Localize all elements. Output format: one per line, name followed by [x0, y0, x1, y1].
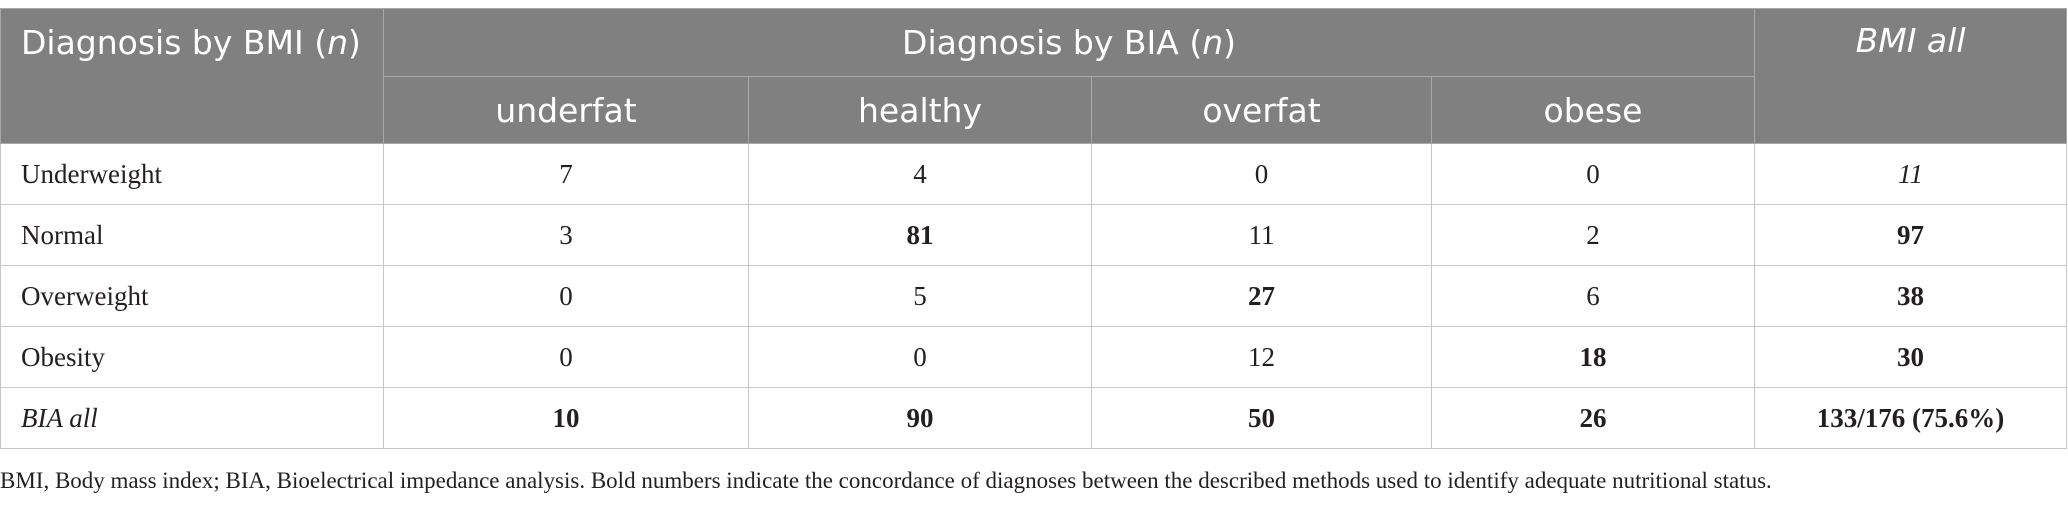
table-row-overweight — [1, 266, 2067, 327]
table-row-normal — [1, 205, 2067, 266]
table-cell: 0 — [1092, 144, 1432, 205]
table-cell: 7 — [384, 144, 749, 205]
table-cell: 11 — [1092, 205, 1432, 266]
table-cell: 3 — [384, 205, 749, 266]
table-row-obesity — [1, 327, 2067, 388]
header-bmi-diagnosis: Diagnosis by BMI (n) — [1, 9, 384, 144]
header-row-top — [1, 9, 2067, 77]
row-total: 97 — [1755, 205, 2067, 266]
column-total: 26 — [1432, 388, 1755, 449]
table-cell: 0 — [384, 266, 749, 327]
table-header — [1, 9, 2067, 144]
table-cell-concordant: 18 — [1432, 327, 1755, 388]
column-total: 10 — [384, 388, 749, 449]
row-label: Normal — [1, 205, 384, 266]
table-row-bia-all — [1, 388, 2067, 449]
table-body — [1, 144, 2067, 449]
table-cell: 12 — [1092, 327, 1432, 388]
table-cell: 0 — [1432, 144, 1755, 205]
header-healthy: healthy — [749, 77, 1092, 144]
table-cell: 2 — [1432, 205, 1755, 266]
grand-total: 133/176 (75.6%) — [1755, 388, 2067, 449]
row-label: Overweight — [1, 266, 384, 327]
header-overfat: overfat — [1092, 77, 1432, 144]
header-obese: obese — [1432, 77, 1755, 144]
header-n-italic: n — [327, 23, 349, 62]
table-cell: 0 — [749, 327, 1092, 388]
header-bmi-all: BMI all — [1755, 9, 2067, 144]
table-row-underweight — [1, 144, 2067, 205]
row-label: BIA all — [1, 388, 384, 449]
data-table — [0, 8, 2067, 449]
row-total: 38 — [1755, 266, 2067, 327]
table-cell: 4 — [749, 144, 1092, 205]
table-footnote: BMI, Body mass index; BIA, Bioelectrical impedance analysis. Bold numbers indicate the concordance of diagnoses between the described methods used to identify adequate nutritional status. — [0, 468, 1772, 493]
row-label: Underweight — [1, 144, 384, 205]
header-underfat: underfat — [384, 77, 749, 144]
table-cell: 5 — [749, 266, 1092, 327]
row-total: 30 — [1755, 327, 2067, 388]
row-label: Obesity — [1, 327, 384, 388]
column-total: 90 — [749, 388, 1092, 449]
header-n-italic: n — [1202, 23, 1224, 62]
column-total: 50 — [1092, 388, 1432, 449]
table-cell: 6 — [1432, 266, 1755, 327]
table-cell: 0 — [384, 327, 749, 388]
header-bia-diagnosis: Diagnosis by BIA (n) — [384, 9, 1755, 77]
row-total: 11 — [1755, 144, 2067, 205]
table-cell-concordant: 81 — [749, 205, 1092, 266]
table-cell-concordant: 27 — [1092, 266, 1432, 327]
